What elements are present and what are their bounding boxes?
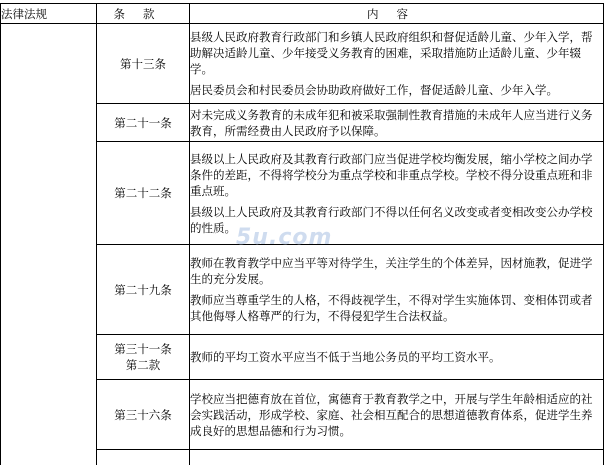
content-paragraph: 县级以上人民政府及其教育行政部门不得以任何名义改变或者变相改变公办学校的性质。 [190, 204, 593, 235]
article-cell: 第十三条 [97, 24, 190, 104]
content-cell [190, 335, 604, 380]
content-cell [190, 380, 604, 450]
content-cell [190, 142, 604, 245]
header-content-label: 内容 [367, 6, 426, 21]
content-paragraph: 对未完成义务教育的未成年犯和被采取强制性教育措施的未成年人应当进行义务教育，所需经费由人民政府予以保障。 [190, 107, 593, 138]
header-article-label: 条款 [113, 6, 173, 21]
content-paragraph: 县级以上人民政府及其教育行政部门应当促进学校均衡发展，缩小学校之间办学条件的差距，不得将学校分为重点学校和非重点学校。学校不得分设重点班和非重点班。 [190, 151, 593, 198]
article-cell: 第二十一条 [97, 104, 190, 142]
article-cell: 第二十二条 [97, 142, 190, 245]
table-row [1, 24, 604, 104]
header-law: 法律法规 [1, 4, 97, 24]
content-cell [190, 24, 604, 104]
content-paragraph: 县级人民政府教育行政部门和乡镇人民政府组织和督促适龄儿童、少年入学，帮助解决适龄儿童、少年接受义务教育的困难，采取措施防止适龄儿童、少年辍学。 [190, 30, 593, 76]
article-line: 第三十一条 [114, 342, 172, 356]
article-sub-line: 第二款 [125, 358, 161, 372]
header-content [190, 4, 604, 24]
content-cell [190, 245, 604, 335]
article-cell-empty [97, 450, 190, 465]
table-header-row [1, 4, 604, 24]
law-articles-table [0, 3, 604, 465]
article-cell: 第二十九条 [97, 245, 190, 335]
content-paragraph: 教师的平均工资水平应当不低于当地公务员的平均工资水平。 [190, 350, 501, 364]
content-cell [190, 104, 604, 142]
header-article [97, 4, 190, 24]
content-paragraph: 学校应当把德育放在首位，寓德育于教育教学之中，开展与学生年龄相适应的社会实践活动，形成学校、家庭、社会相互配合的思想道德教育体系，促进学生养成良好的思想品德和行为习惯。 [190, 391, 593, 438]
watermark: 5u.com [236, 225, 333, 250]
content-paragraph: 居民委员会和村民委员会协助政府做好工作，督促适龄儿童、少年入学。 [190, 83, 558, 97]
law-name-cell [1, 24, 97, 465]
content-cell-empty [190, 450, 604, 465]
content-paragraph: 教师在教育教学中应当平等对待学生，关注学生的个体差异，因材施教，促进学生的充分发展。 [190, 256, 593, 286]
article-cell [97, 335, 190, 380]
content-paragraph: 教师应当尊重学生的人格，不得歧视学生，不得对学生实施体罚、变相体罚或者其他侮辱人格尊严的行为，不得侵犯学生合法权益。 [190, 293, 593, 323]
article-cell: 第三十六条 [97, 380, 190, 450]
